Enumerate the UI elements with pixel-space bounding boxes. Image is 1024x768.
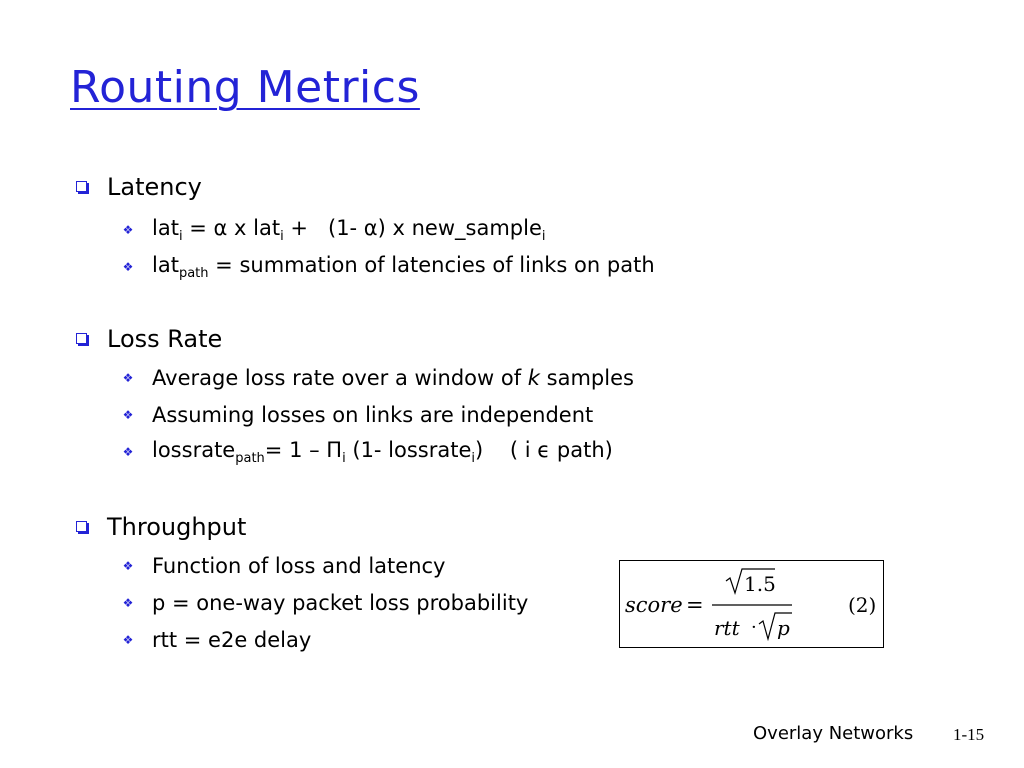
list-item (122, 433, 634, 470)
footer-title: Overlay Networks (753, 723, 914, 744)
heading-latency: Latency (107, 173, 202, 201)
p-definition-text: p = one-way packet loss probability (152, 590, 529, 615)
section-latency (76, 170, 655, 285)
diamond-bullet-icon: ❖ (122, 407, 134, 422)
square-bullet-icon (76, 333, 87, 344)
list-item (122, 359, 634, 396)
formula-equals: = (686, 593, 704, 617)
list-item (122, 621, 528, 658)
diamond-bullet-icon: ❖ (122, 444, 134, 459)
square-bullet-icon (76, 521, 87, 532)
diamond-bullet-icon: ❖ (122, 595, 134, 610)
diamond-bullet-icon: ❖ (122, 632, 134, 647)
latency-formula: lat$_i$ = α x lat$_i$ + (1- α) x new_sample$_i$ (152, 215, 546, 244)
heading-loss-rate: Loss Rate (107, 325, 223, 353)
slide-title: Routing Metrics (70, 62, 420, 113)
score-formula-box (619, 560, 884, 648)
diamond-bullet-icon: ❖ (122, 222, 134, 237)
square-bullet-icon (76, 181, 87, 192)
formula-denominator-p: p (777, 616, 790, 640)
formula-denominator-rtt: rtt (714, 616, 740, 640)
rtt-definition-text: rtt = e2e delay (152, 627, 312, 652)
bullet-loss-rate (76, 322, 634, 356)
formula-numerator: 1.5 (744, 572, 776, 596)
latency-path-text: lat$_{path}$ = summation of latencies of links on path (152, 252, 655, 281)
diamond-bullet-icon: ❖ (122, 259, 134, 274)
diamond-bullet-icon: ❖ (122, 370, 134, 385)
bullet-throughput (76, 510, 528, 544)
loss-independent-text: Assuming losses on links are independent (152, 402, 594, 427)
page-number: 1-15 (953, 725, 985, 744)
formula-dot: · (751, 617, 757, 638)
lossrate-formula: lossrate$_{path}$= $1 - \Pi_i$ (1- lossrate$_i$) ( i ϵ path) (152, 437, 613, 466)
throughput-function-text: Function of loss and latency (152, 553, 446, 578)
section-loss-rate (76, 322, 634, 470)
bullet-latency (76, 170, 655, 204)
list-item (122, 547, 528, 584)
heading-throughput: Throughput (107, 513, 247, 541)
list-item (122, 584, 528, 621)
loss-window-text: Average loss rate over a window of k samples (152, 365, 634, 390)
list-item (122, 248, 655, 285)
score-formula (620, 561, 883, 647)
diamond-bullet-icon: ❖ (122, 558, 134, 573)
section-throughput (76, 510, 528, 658)
formula-number: (2) (848, 593, 877, 617)
list-item (122, 211, 655, 248)
list-item (122, 396, 634, 433)
formula-lhs: score (625, 593, 683, 617)
